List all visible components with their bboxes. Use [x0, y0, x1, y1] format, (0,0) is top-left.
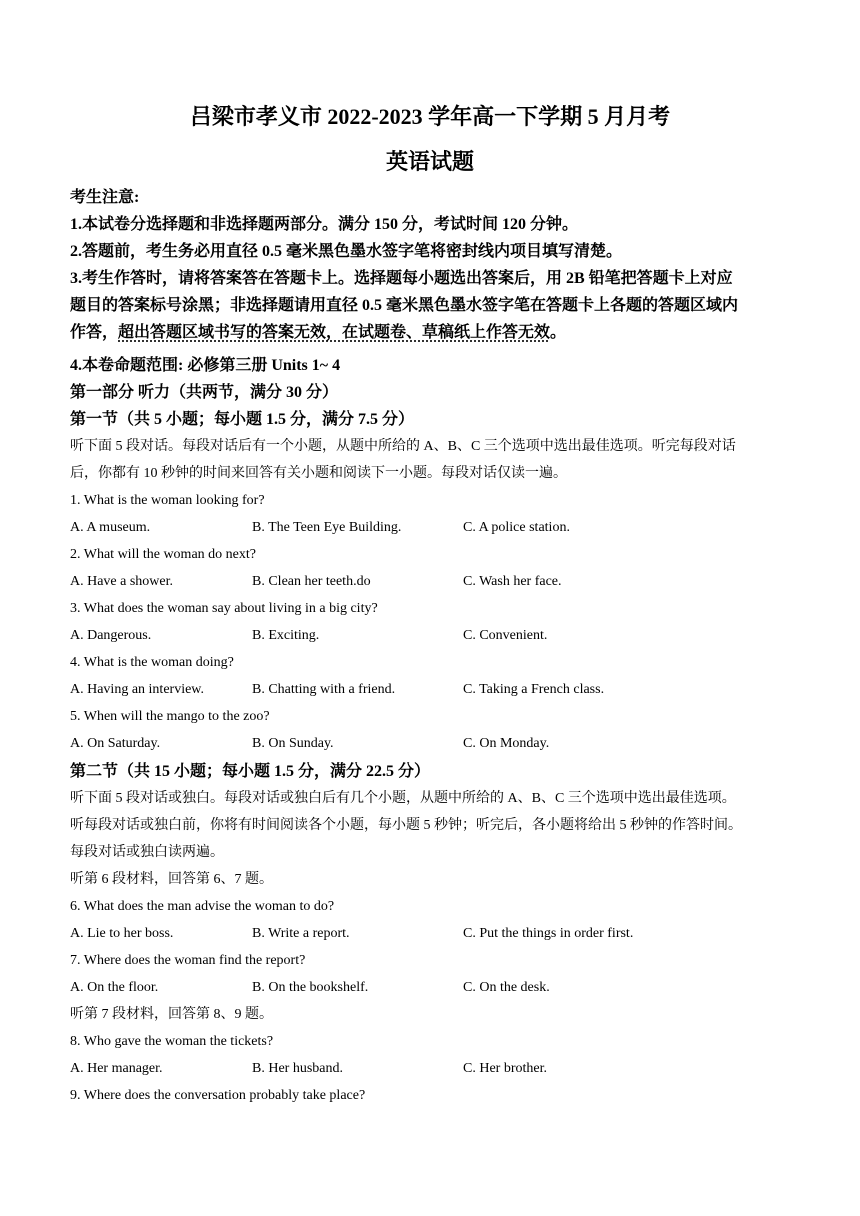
option-b: B. Clean her teeth.do: [252, 574, 371, 589]
notice-item-3-prefix: 作答，: [70, 324, 119, 341]
notice-item-3-line-2: 题目的答案标号涂黑；非选择题请用直径 0.5 毫米黑色墨水签字笔在答题卡上各题的答题区域内: [70, 297, 739, 314]
option-c: C. Her brother.: [463, 1061, 547, 1076]
material-7-note: 听第 7 段材料，回答第 8、9 题。: [70, 1007, 273, 1022]
option-a: A. On Saturday.: [70, 736, 161, 751]
option-c: C. Taking a French class.: [463, 682, 605, 697]
option-b: B. Write a report.: [252, 926, 350, 941]
section2-instructions-line-3: 每段对话或独白读两遍。: [70, 845, 224, 860]
section1-instructions-line-2: 后，你都有 10 秒钟的时间来回答有关小题和阅读下一小题。每段对话仅读一遍。: [70, 466, 567, 481]
option-c: C. Put the things in order first.: [463, 926, 634, 941]
part1-heading: 第一部分 听力（共两节，满分 30 分）: [70, 384, 339, 401]
material-6-note: 听第 6 段材料，回答第 6、7 题。: [70, 872, 273, 887]
exam-subtitle: 英语试题: [385, 149, 474, 174]
option-c: C. On Monday.: [463, 736, 550, 751]
option-a: A. Have a shower.: [70, 574, 174, 589]
section1-heading: 第一节（共 5 小题；每小题 1.5 分，满分 7.5 分）: [70, 411, 415, 428]
option-a: A. Having an interview.: [70, 682, 204, 697]
option-a: A. Lie to her boss.: [70, 926, 174, 941]
question-stem: 8. Who gave the woman the tickets?: [70, 1034, 274, 1049]
exam-title: 吕梁市孝义市 2022-2023 学年高一下学期 5 月月考: [189, 104, 671, 129]
question-stem: 9. Where does the conversation probably take place?: [70, 1088, 366, 1103]
question-stem: 7. Where does the woman find the report?: [70, 953, 306, 968]
option-b: B. Chatting with a friend.: [252, 682, 396, 697]
question-stem: 5. When will the mango to the zoo?: [70, 709, 270, 724]
option-b: B. On the bookshelf.: [252, 980, 369, 995]
notice-item-1: 1.本试卷分选择题和非选择题两部分。满分 150 分，考试时间 120 分钟。: [70, 216, 579, 233]
option-a: A. A museum.: [70, 520, 151, 535]
option-a: A. Dangerous.: [70, 628, 152, 643]
question-stem: 2. What will the woman do next?: [70, 547, 256, 562]
option-b: B. Her husband.: [252, 1061, 343, 1076]
option-b: B. Exciting.: [252, 628, 320, 643]
option-c: C. Convenient.: [463, 628, 548, 643]
option-c: C. A police station.: [463, 520, 570, 535]
notice-item-3-line-3: [70, 322, 566, 344]
notice-item-3-line-1: 3.考生作答时，请将答案答在答题卡上。选择题每小题选出答案后，用 2B 铅笔把答题卡上对应: [70, 270, 733, 287]
question-stem: 1. What is the woman looking for?: [70, 493, 265, 508]
option-a: A. On the floor.: [70, 980, 159, 995]
section2-instructions-line-2: 听每段对话或独白前，你将有时间阅读各个小题，每小题 5 秒钟；听完后，各小题将给出 5 秒钟的作答时间。: [70, 818, 742, 833]
option-a: A. Her manager.: [70, 1061, 163, 1076]
section1-instructions-line-1: 听下面 5 段对话。每段对话后有一个小题，从题中所给的 A、B、C 三个选项中选出最佳选项。听完每段对话: [70, 439, 736, 454]
question-stem: 3. What does the woman say about living in a big city?: [70, 601, 378, 616]
notice-item-4: 4.本卷命题范围: 必修第三册 Units 1~ 4: [70, 357, 341, 374]
notice-emphasis-text: 超出答题区域书写的答案无效，在试题卷、草稿纸上作答无效: [118, 324, 551, 341]
notice-item-2: 2.答题前，考生务必用直径 0.5 毫米黑色墨水签字笔将密封线内项目填写清楚。: [70, 243, 623, 260]
section2-heading: 第二节（共 15 小题；每小题 1.5 分，满分 22.5 分）: [70, 763, 431, 780]
question-stem: 6. What does the man advise the woman to do?: [70, 899, 335, 914]
option-c: C. Wash her face.: [463, 574, 562, 589]
notice-item-3-period: 。: [550, 324, 567, 341]
option-b: B. On Sunday.: [252, 736, 334, 751]
section2-instructions-line-1: 听下面 5 段对话或独白。每段对话或独白后有几个小题，从题中所给的 A、B、C 三个选项中选出最佳选项。: [70, 791, 736, 806]
option-c: C. On the desk.: [463, 980, 550, 995]
option-b: B. The Teen Eye Building.: [252, 520, 402, 535]
question-stem: 4. What is the woman doing?: [70, 655, 234, 670]
notice-heading: 考生注意:: [70, 189, 140, 206]
